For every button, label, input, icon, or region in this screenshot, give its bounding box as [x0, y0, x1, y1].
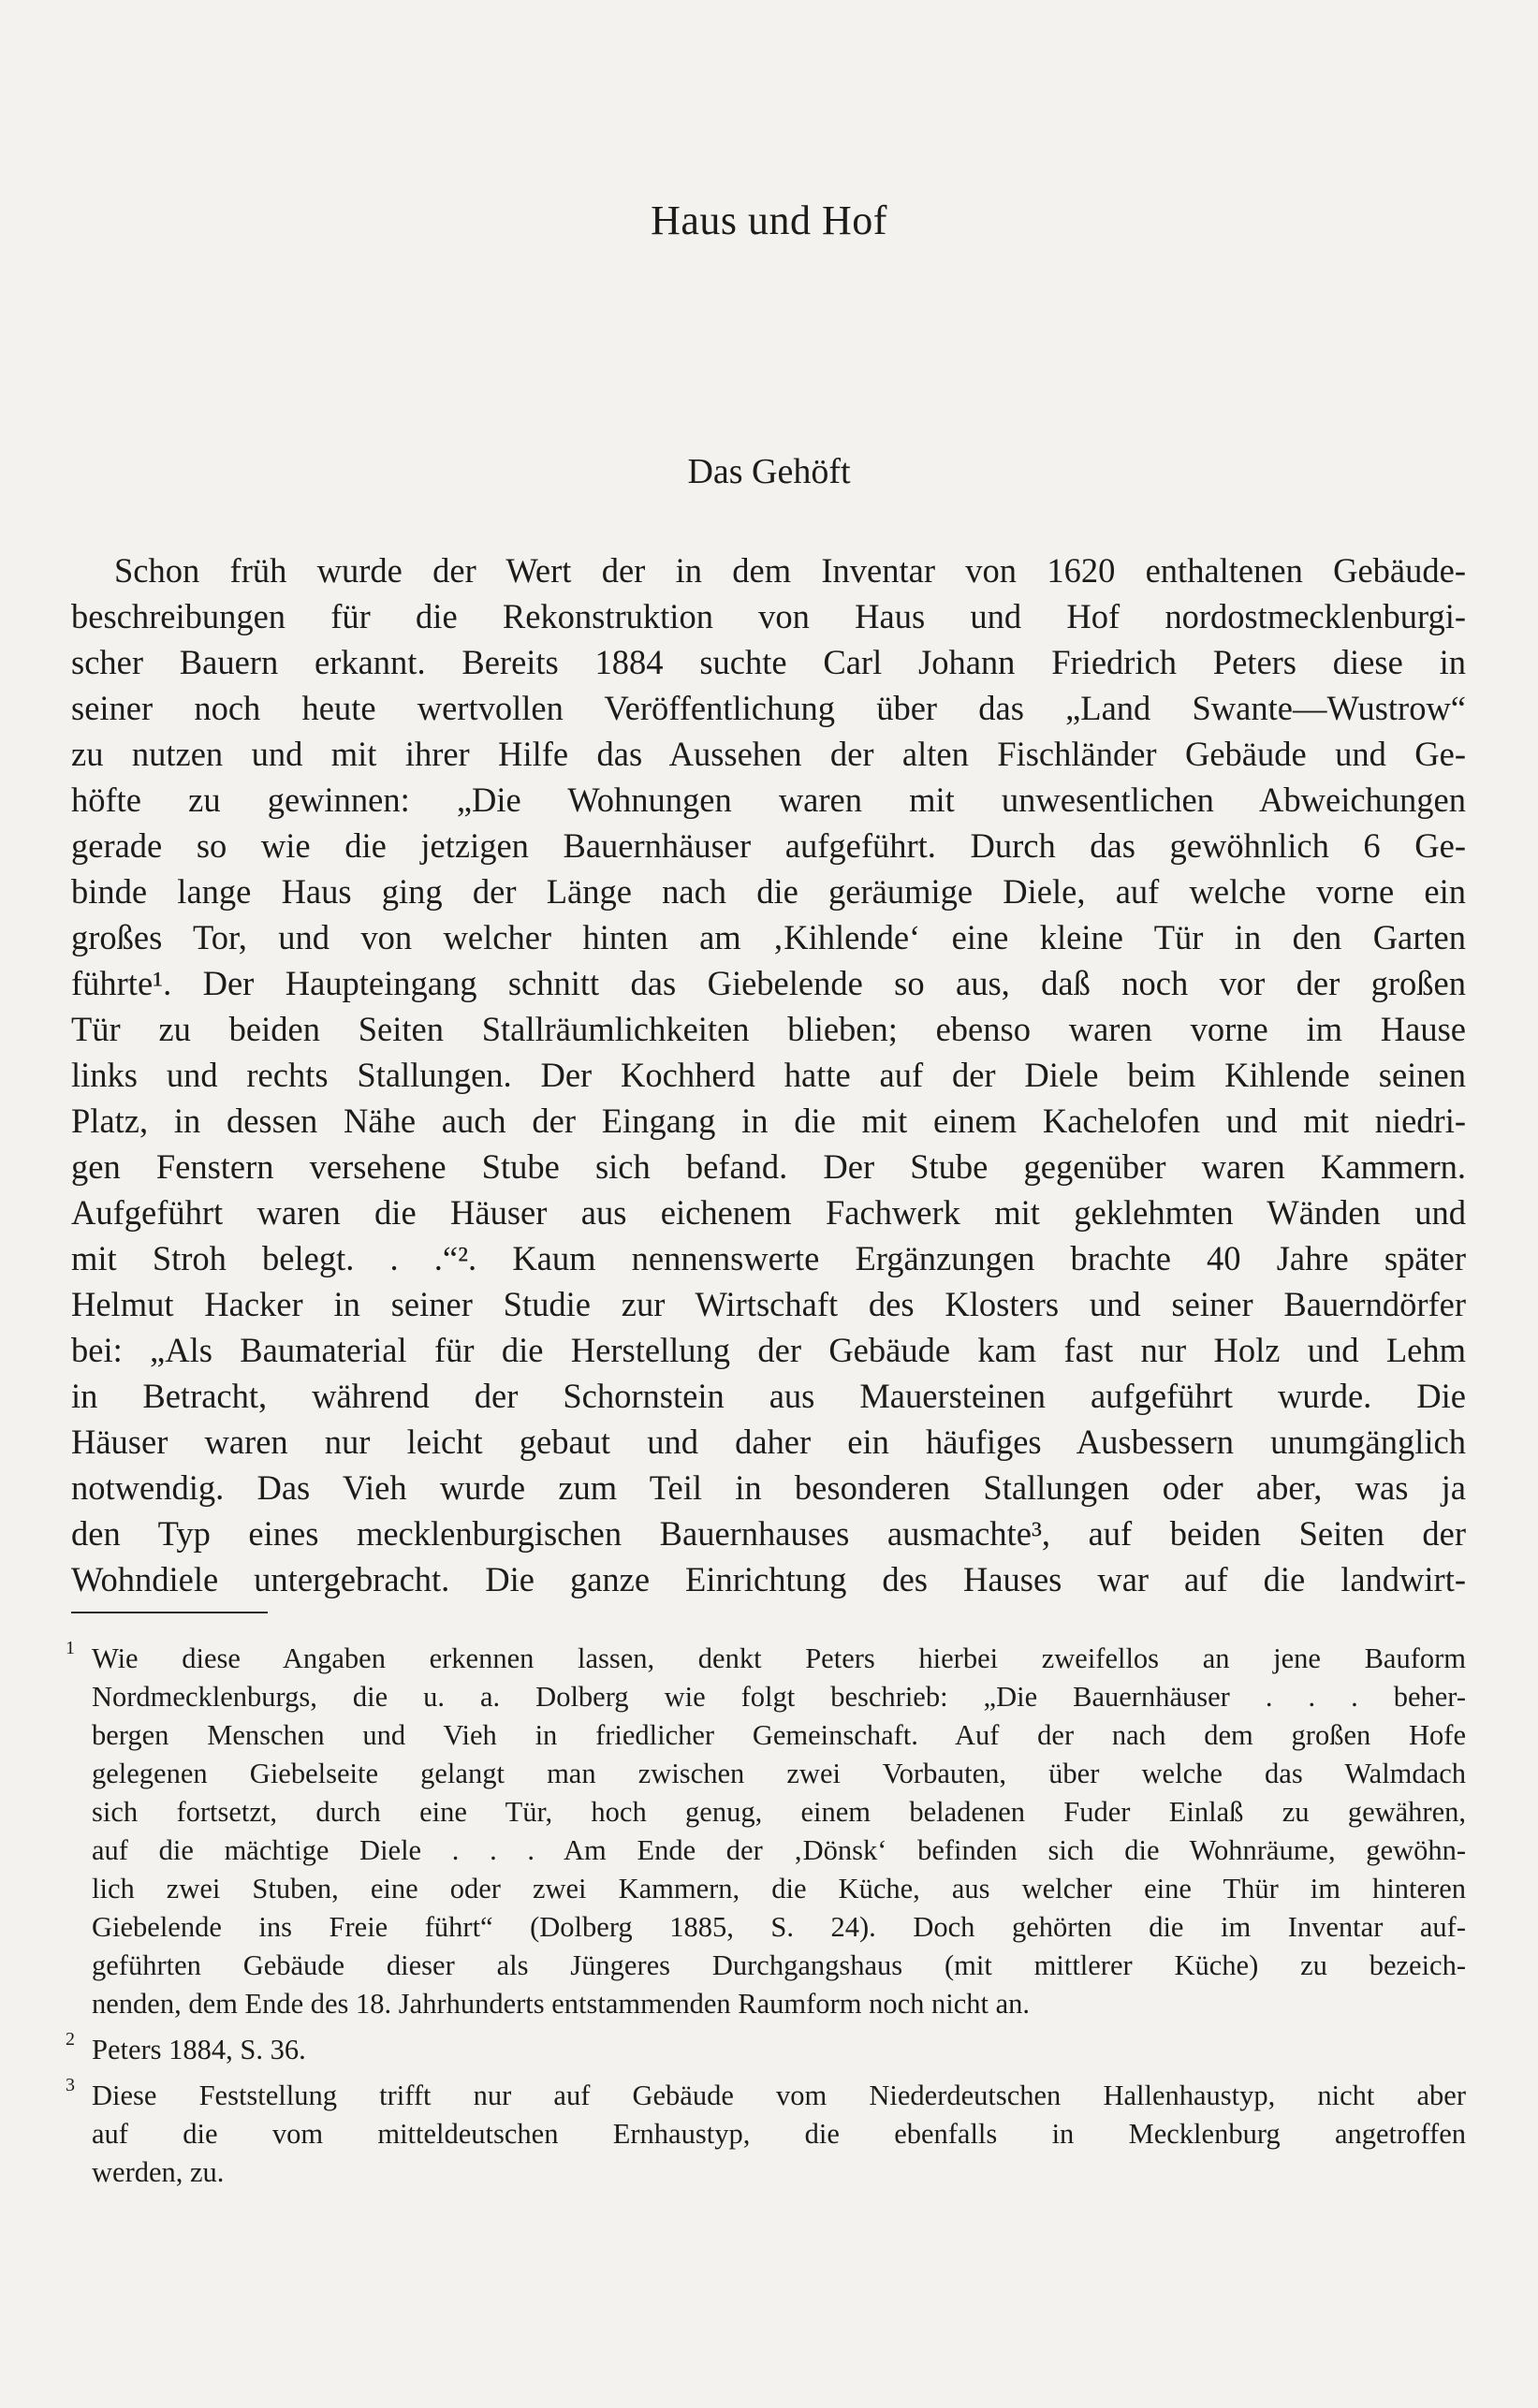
- body-line: beschreibungen für die Rekonstruktion von Haus und Hof nordostmecklenburgi-: [71, 597, 1466, 635]
- footnote-line: auf die mächtige Diele . . . Am Ende der ‚Dönsk‘ befinden sich die Wohnräume, gewöhn-: [92, 1834, 1466, 1866]
- footnote-line: Nordmecklenburgs, die u. a. Dolberg wie folgt beschrieb: „Die Bauernhäuser . . . beher-: [92, 1681, 1466, 1713]
- body-line: höfte zu gewinnen: „Die Wohnungen waren mit unwesentlichen Abweichungen: [71, 781, 1466, 819]
- footnote-line: lich zwei Stuben, eine oder zwei Kammern, die Küche, aus welcher eine Thür im hinteren: [92, 1873, 1466, 1905]
- footnote-number: 3: [66, 2075, 75, 2095]
- body-line: Wohndiele untergebracht. Die ganze Einrichtung des Hauses war auf die landwirt-: [71, 1560, 1466, 1598]
- footnote-line: werden, zu.: [92, 2156, 225, 2188]
- footnote: [66, 2075, 1466, 2192]
- footnote-line: Wie diese Angaben erkennen lassen, denkt Peters hierbei zweifellos an jene Bauform: [92, 1642, 1466, 1674]
- footnote-line: auf die vom mitteldeutschen Ernhaustyp, die ebenfalls in Mecklenburg angetroffen: [92, 2118, 1466, 2150]
- body-line: Häuser waren nur leicht gebaut und daher ein häufiges Ausbessern unumgänglich: [71, 1423, 1466, 1461]
- footnote-line: geführten Gebäude dieser als Jüngeres Durchgangshaus (mit mittlerer Küche) zu bezeich-: [92, 1949, 1466, 1981]
- body-line: Platz, in dessen Nähe auch der Eingang in die mit einem Kachelofen und mit niedri-: [71, 1102, 1466, 1140]
- body-line: Schon früh wurde der Wert der in dem Inventar von 1620 enthaltenen Gebäude-: [114, 551, 1466, 590]
- body-line: scher Bauern erkannt. Bereits 1884 suchte Carl Johann Friedrich Peters diese in: [71, 643, 1466, 681]
- chapter-title: Haus und Hof: [651, 197, 887, 243]
- body-line: gerade so wie die jetzigen Bauernhäuser aufgeführt. Durch das gewöhnlich 6 Ge-: [71, 826, 1466, 865]
- footnote: [66, 1638, 1466, 2023]
- footnotes: [66, 1638, 1466, 2199]
- body-line: großes Tor, und von welcher hinten am ‚Kihlende‘ eine kleine Tür in den Garten: [71, 918, 1466, 956]
- body-line: binde lange Haus ging der Länge nach die geräumige Diele, auf welche vorne ein: [71, 872, 1466, 911]
- footnote-number: 2: [66, 2029, 75, 2050]
- footnote-line: bergen Menschen und Vieh in friedlicher Gemeinschaft. Auf der nach dem großen Hofe: [92, 1719, 1466, 1751]
- body-paragraph: [71, 547, 1466, 1602]
- body-line: notwendig. Das Vieh wurde zum Teil in besonderen Stallungen oder aber, was ja: [71, 1468, 1466, 1507]
- body-line: Aufgeführt waren die Häuser aus eichenem Fachwerk mit geklehmten Wänden und: [71, 1193, 1466, 1232]
- body-line: seiner noch heute wertvollen Veröffentlichung über das „Land Swante—Wustrow“: [71, 689, 1466, 727]
- section-title: Das Gehöft: [687, 452, 851, 491]
- footnote-number: 1: [66, 1638, 75, 1658]
- footnote-line: Diese Feststellung trifft nur auf Gebäude vom Niederdeutschen Hallenhaustyp, nicht aber: [92, 2080, 1466, 2111]
- body-line: gen Fenstern versehene Stube sich befand. Der Stube gegenüber waren Kammern.: [71, 1147, 1466, 1186]
- footnote-line: sich fortsetzt, durch eine Tür, hoch genug, einem beladenen Fuder Einlaß zu gewähren,: [92, 1796, 1466, 1828]
- body-line: mit Stroh belegt. . .“². Kaum nennenswerte Ergänzungen brachte 40 Jahre später: [71, 1239, 1466, 1277]
- footnote-separator: [71, 1612, 268, 1613]
- body-line: Helmut Hacker in seiner Studie zur Wirtschaft des Klosters und seiner Bauerndörfer: [71, 1285, 1466, 1323]
- body-line: bei: „Als Baumaterial für die Herstellung der Gebäude kam fast nur Holz und Lehm: [71, 1331, 1466, 1369]
- footnote-line: gelegenen Giebelseite gelangt man zwischen zwei Vorbauten, über welche das Walmdach: [92, 1758, 1466, 1789]
- body-line: führte¹. Der Haupteingang schnitt das Giebelende so aus, daß noch vor der großen: [71, 964, 1466, 1002]
- body-line: den Typ eines mecklenburgischen Bauernhauses ausmachte³, auf beiden Seiten der: [71, 1514, 1466, 1553]
- footnote-line: Giebelende ins Freie führt“ (Dolberg 1885, S. 24). Doch gehörten die im Inventar auf-: [92, 1911, 1466, 1943]
- body-line: Tür zu beiden Seiten Stallräumlichkeiten blieben; ebenso waren vorne im Hause: [71, 1010, 1466, 1048]
- body-line: in Betracht, während der Schornstein aus Mauersteinen aufgeführt wurde. Die: [71, 1377, 1466, 1415]
- footnote-line: nenden, dem Ende des 18. Jahrhunderts entstammenden Raumform noch nicht an.: [92, 1988, 1031, 2020]
- footnote-line: Peters 1884, S. 36.: [92, 2034, 306, 2065]
- body-line: links und rechts Stallungen. Der Kochherd hatte auf der Diele beim Kihlende seinen: [71, 1056, 1466, 1094]
- footnote: [66, 2029, 1466, 2069]
- body-line: zu nutzen und mit ihrer Hilfe das Aussehen der alten Fischländer Gebäude und Ge-: [71, 735, 1466, 773]
